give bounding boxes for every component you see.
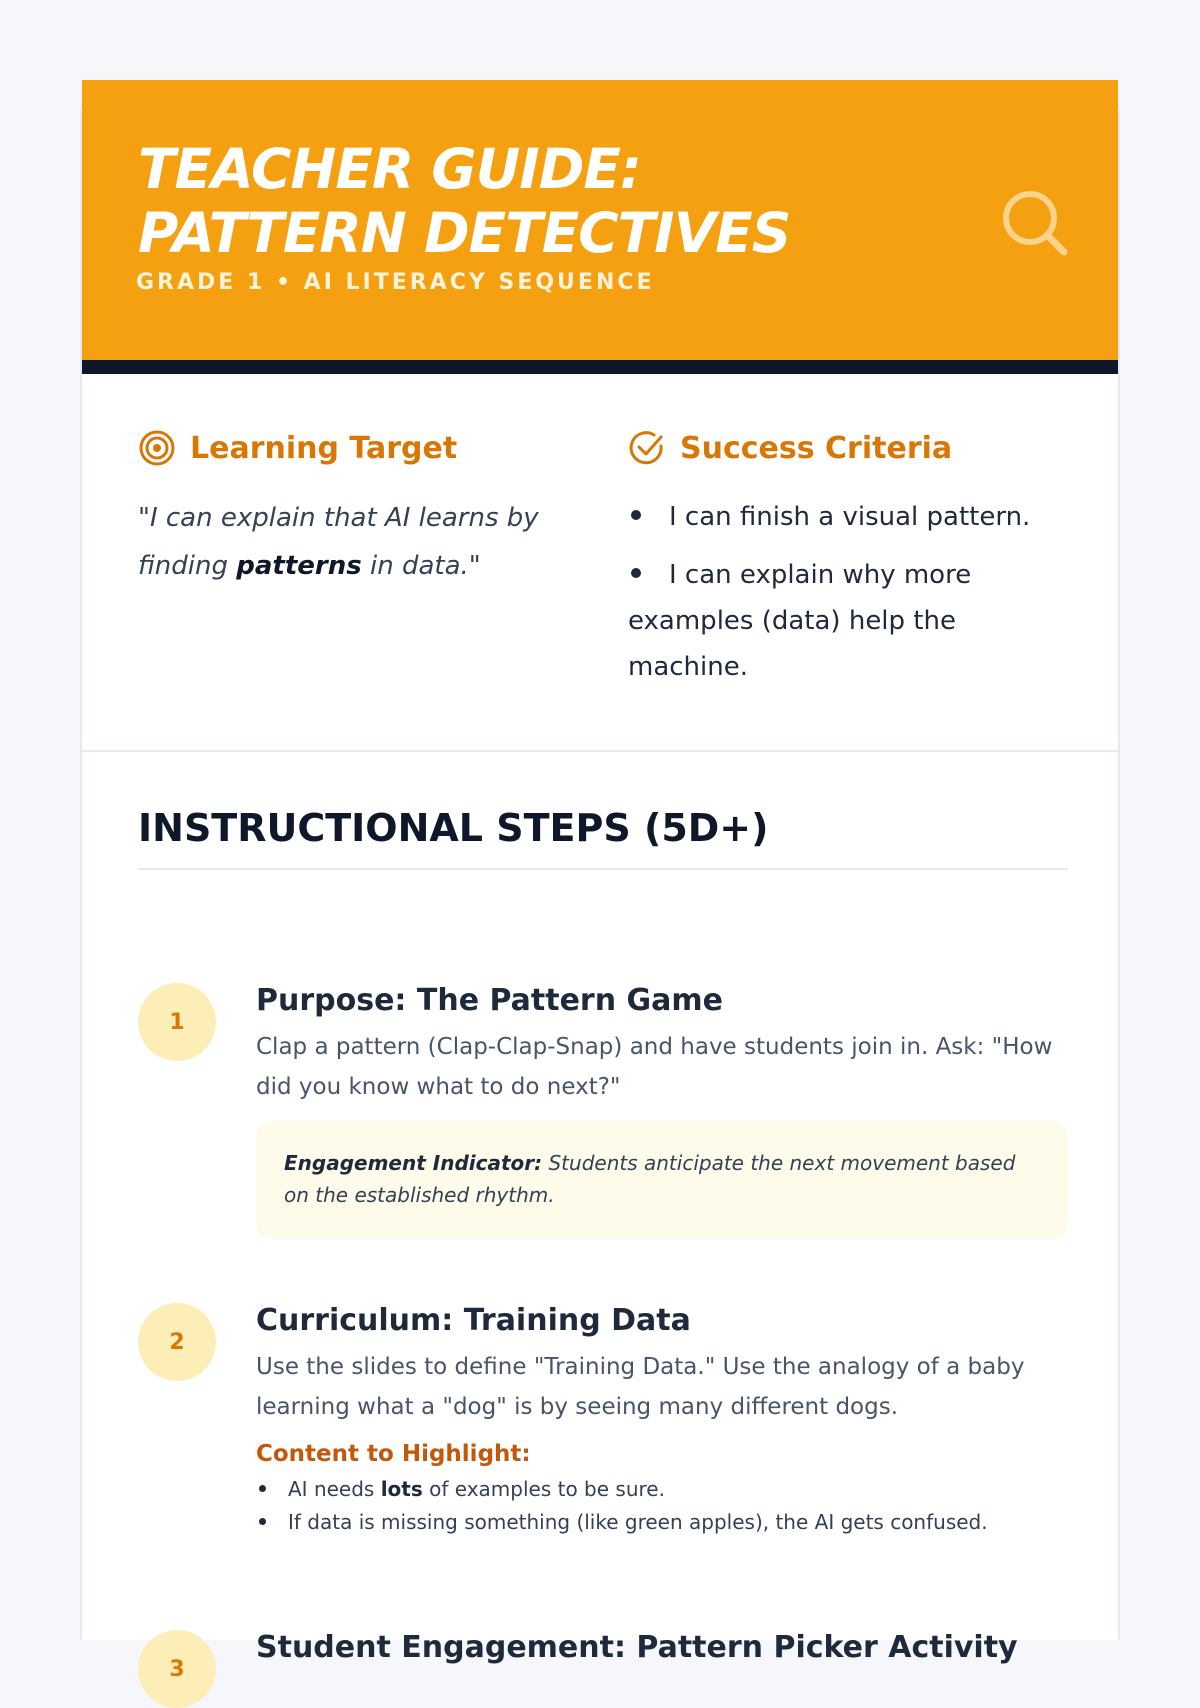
step-number-badge: 3 xyxy=(138,1630,216,1708)
instructional-steps xyxy=(138,752,1068,1682)
guide-header xyxy=(82,80,1118,374)
page-title-line2: PATTERN DETECTIVES xyxy=(138,201,791,265)
step-number-badge: 1 xyxy=(138,983,216,1061)
check-circle-icon xyxy=(628,429,666,467)
step-description: Use the slides to define "Training Data." Use the analogy of a baby learning what a "dog" is by seeing many different dogs. xyxy=(256,1354,1025,1420)
step-title: Purpose: The Pattern Game xyxy=(256,983,724,1018)
section-title: INSTRUCTIONAL STEPS (5D+) xyxy=(138,806,1068,870)
criteria-list xyxy=(628,494,1068,690)
step-title: Curriculum: Training Data xyxy=(256,1303,691,1338)
success-criteria xyxy=(628,426,1068,702)
search-icon[interactable] xyxy=(1000,188,1070,258)
page-title-line1: TEACHER GUIDE: xyxy=(138,137,641,201)
target-icon xyxy=(138,429,176,467)
step-title: Student Engagement: Pattern Picker Activity xyxy=(256,1630,1018,1665)
learning-target-quote: "I can explain that AI learns by finding patterns in data." xyxy=(138,503,539,581)
targets-section xyxy=(82,374,1118,752)
list-item: AI needs lots of examples to be sure. xyxy=(256,1473,1068,1506)
learning-target-heading: Learning Target xyxy=(190,430,458,466)
teacher-guide-card xyxy=(80,80,1120,1682)
list-item: If data is missing something (like green apples), the AI gets confused. xyxy=(256,1506,1068,1539)
engagement-indicator: Engagement Indicator: Students anticipate the next movement based on the established rhythm. xyxy=(256,1121,1068,1239)
step-description: Clap a pattern (Clap-Clap-Snap) and have students join in. Ask: "How did you know what to do next?" xyxy=(256,1034,1053,1100)
list-item: I can explain why more examples (data) help the machine. xyxy=(628,560,972,682)
highlight-label: Content to Highlight: xyxy=(256,1441,531,1467)
learning-target xyxy=(138,426,568,590)
success-criteria-heading: Success Criteria xyxy=(680,430,953,466)
step-number-badge: 2 xyxy=(138,1303,216,1381)
highlight-list xyxy=(256,1473,1068,1539)
page-subtitle: GRADE 1 • AI LITERACY SEQUENCE xyxy=(136,270,655,295)
list-item: I can finish a visual pattern. xyxy=(628,494,1068,540)
